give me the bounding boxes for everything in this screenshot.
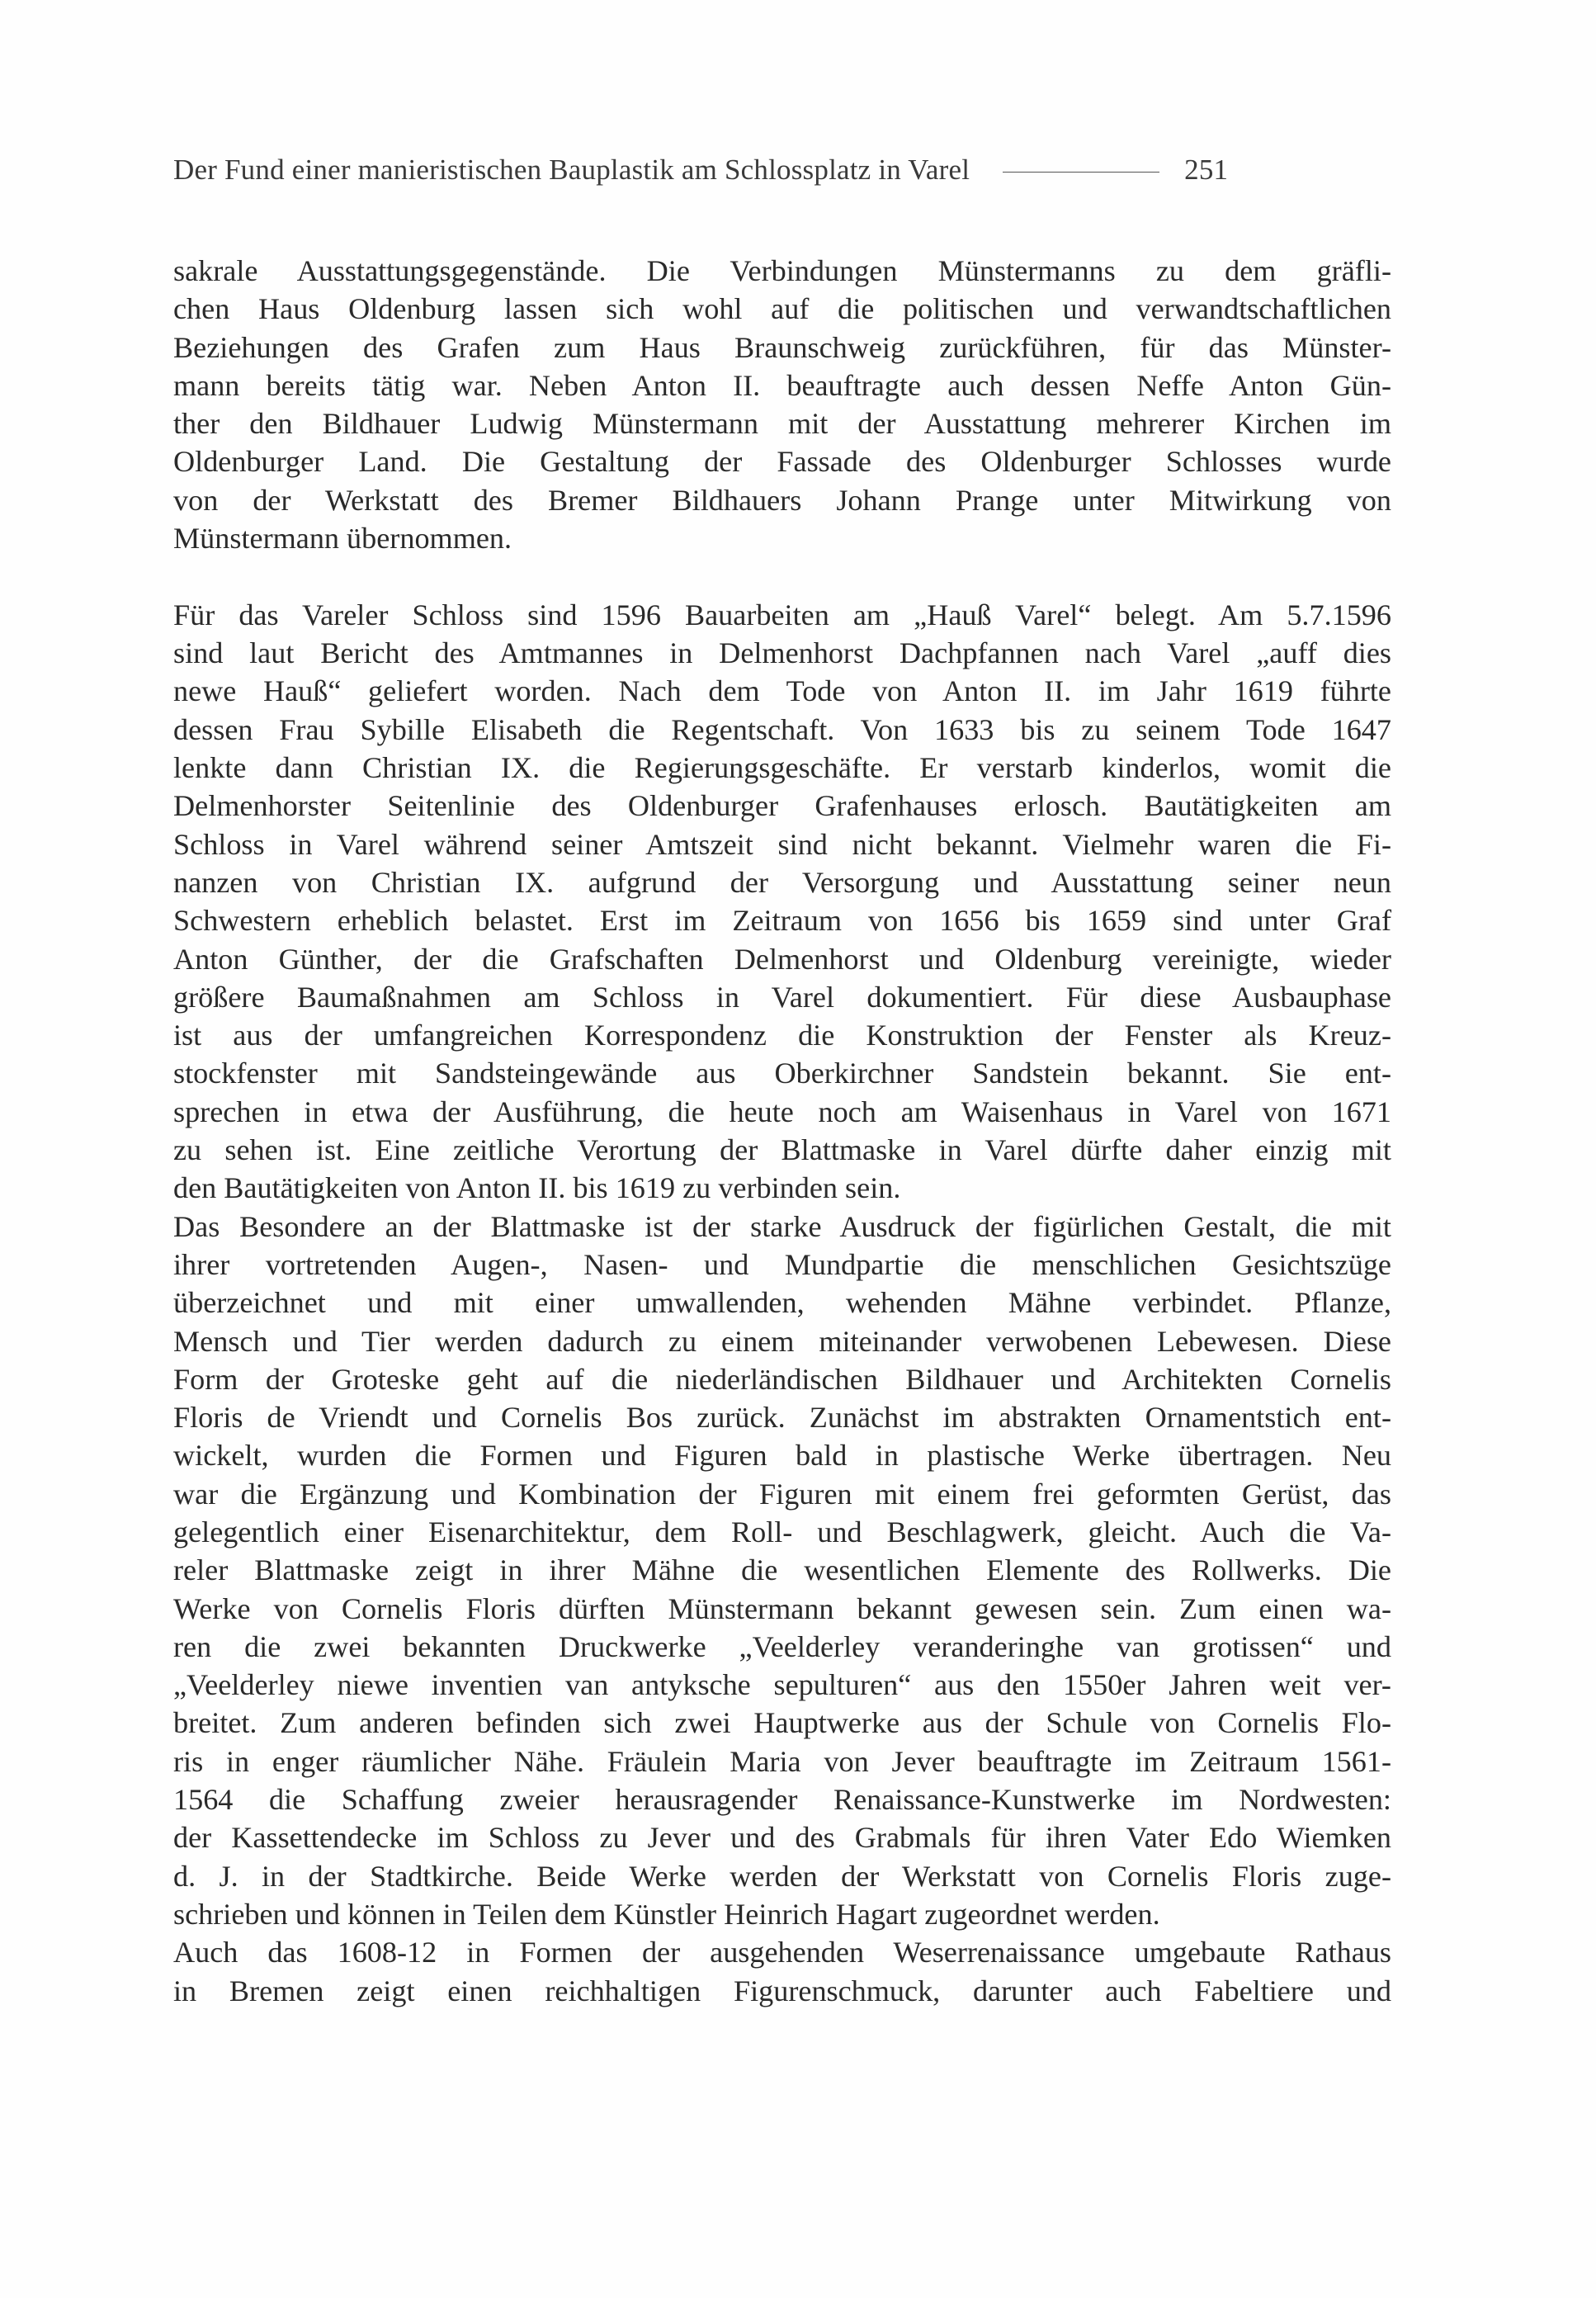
text-line: Mensch und Tier werden dadurch zu einem miteinander verwobenen Lebewesen. Diese	[173, 1324, 1391, 1358]
text-line: der Kassettendecke im Schloss zu Jever und des Grabmals für ihren Vater Edo Wiemken	[173, 1821, 1391, 1855]
page-number: 251	[1184, 154, 1229, 186]
text-line: Oldenburger Land. Die Gestaltung der Fassade des Oldenburger Schlosses wurde	[173, 445, 1391, 479]
text-line: von der Werkstatt des Bremer Bildhauers Johann Prange unter Mitwirkung von	[173, 483, 1391, 517]
text-line: sprechen in etwa der Ausführung, die heute noch am Waisenhaus in Varel von 1671	[173, 1095, 1391, 1128]
text-line: Münstermann übernommen.	[173, 522, 512, 556]
text-line: lenkte dann Christian IX. die Regierungsgeschäfte. Er verstarb kinderlos, womit die	[173, 751, 1391, 785]
text-line: „Veelderley niewe inventien van antyksche sepulturen“ aus den 1550er Jahren weit ver-	[173, 1668, 1391, 1702]
text-line: Das Besondere an der Blattmaske ist der starke Ausdruck der figürlichen Gestalt, die mit	[173, 1209, 1391, 1243]
text-line: gelegentlich einer Eisenarchitektur, dem Roll- und Beschlagwerk, gleicht. Auch die Va-	[173, 1515, 1391, 1549]
text-line: Form der Groteske geht auf die niederländischen Bildhauer und Architekten Cornelis	[173, 1362, 1391, 1396]
text-line: ther den Bildhauer Ludwig Münstermann mit der Ausstattung mehrerer Kirchen im	[173, 407, 1391, 441]
text-line: größere Baumaßnahmen am Schloss in Varel dokumentiert. Für diese Ausbauphase	[173, 980, 1391, 1014]
text-line: in Bremen zeigt einen reichhaltigen Figurenschmuck, darunter auch Fabeltiere und	[173, 1974, 1391, 2007]
header-rule	[1003, 172, 1159, 173]
text-line: newe Hauß“ geliefert worden. Nach dem Tode von Anton II. im Jahr 1619 führte	[173, 674, 1391, 708]
body-text	[173, 252, 1391, 2010]
text-line: Delmenhorster Seitenlinie des Oldenburger Grafenhauses erlosch. Bautätigkeiten am	[173, 789, 1391, 823]
text-line: 1564 die Schaffung zweier herausragender Renaissance-Kunstwerke im Nordwesten:	[173, 1783, 1391, 1817]
text-line: schrieben und können in Teilen dem Künstler Heinrich Hagart zugeordnet werden.	[173, 1897, 1160, 1931]
text-line: ren die zwei bekannten Druckwerke „Veelderley veranderinghe van grotissen“ und	[173, 1629, 1391, 1663]
paragraph-4	[173, 1933, 1391, 2010]
text-line: zu sehen ist. Eine zeitliche Verortung der Blattmaske in Varel dürfte daher einzig mit	[173, 1133, 1391, 1167]
text-line: Floris de Vriendt und Cornelis Bos zurück. Zunächst im abstrakten Ornamentstich ent-	[173, 1401, 1391, 1435]
text-line: mann bereits tätig war. Neben Anton II. beauftragte auch dessen Neffe Anton Gün-	[173, 368, 1391, 402]
text-line: dessen Frau Sybille Elisabeth die Regentschaft. Von 1633 bis zu seinem Tode 1647	[173, 712, 1391, 746]
text-line: ist aus der umfangreichen Korrespondenz die Konstruktion der Fenster als Kreuz-	[173, 1019, 1391, 1052]
text-line: Schwestern erheblich belastet. Erst im Zeitraum von 1656 bis 1659 sind unter Graf	[173, 904, 1391, 938]
paragraph-3	[173, 1208, 1391, 1934]
text-line: breitet. Zum anderen befinden sich zwei Hauptwerke aus der Schule von Cornelis Flo-	[173, 1706, 1391, 1740]
text-line: überzeichnet und mit einer umwallenden, wehenden Mähne verbindet. Pflanze,	[173, 1286, 1391, 1320]
paragraph-gap	[173, 557, 1391, 596]
text-line: chen Haus Oldenburg lassen sich wohl auf die politischen und verwandtschaftlichen	[173, 292, 1391, 326]
running-head	[173, 147, 1391, 193]
text-line: sind laut Bericht des Amtmannes in Delmenhorst Dachpfannen nach Varel „auff dies	[173, 636, 1391, 670]
text-line: d. J. in der Stadtkirche. Beide Werke werden der Werkstatt von Cornelis Floris zuge-	[173, 1859, 1391, 1893]
text-line: wickelt, wurden die Formen und Figuren bald in plastische Werke übertragen. Neu	[173, 1439, 1391, 1473]
text-line: Schloss in Varel während seiner Amtszeit sind nicht bekannt. Vielmehr waren die Fi-	[173, 827, 1391, 861]
text-line: sakrale Ausstattungsgegenstände. Die Verbindungen Münstermanns zu dem gräfli-	[173, 254, 1391, 287]
text-line: Beziehungen des Grafen zum Haus Braunschweig zurückführen, für das Münster-	[173, 330, 1391, 364]
text-line: ris in enger räumlicher Nähe. Fräulein Maria von Jever beauftragte im Zeitraum 1561-	[173, 1744, 1391, 1778]
text-line: reler Blattmaske zeigt in ihrer Mähne die wesentlichen Elemente des Rollwerks. Die	[173, 1553, 1391, 1587]
paragraph-1	[173, 252, 1391, 557]
text-line: Auch das 1608-12 in Formen der ausgehenden Weserrenaissance umgebaute Rathaus	[173, 1936, 1391, 1969]
text-line: ihrer vortretenden Augen-, Nasen- und Mundpartie die menschlichen Gesichtszüge	[173, 1247, 1391, 1281]
text-line: nanzen von Christian IX. aufgrund der Versorgung und Ausstattung seiner neun	[173, 865, 1391, 899]
text-line: stockfenster mit Sandsteingewände aus Oberkirchner Sandstein bekannt. Sie ent-	[173, 1057, 1391, 1090]
text-line: war die Ergänzung und Kombination der Figuren mit einem frei geformten Gerüst, das	[173, 1477, 1391, 1511]
running-title: Der Fund einer manieristischen Bauplastik am Schlossplatz in Varel	[173, 154, 970, 186]
text-line: Anton Günther, der die Grafschaften Delmenhorst und Oldenburg vereinigte, wieder	[173, 942, 1391, 976]
paragraph-2	[173, 596, 1391, 1208]
text-line: Werke von Cornelis Floris dürften Münstermann bekannt gewesen sein. Zum einen wa-	[173, 1591, 1391, 1625]
text-line: Für das Vareler Schloss sind 1596 Bauarbeiten am „Hauß Varel“ belegt. Am 5.7.1596	[173, 598, 1391, 631]
text-line: den Bautätigkeiten von Anton II. bis 1619 zu verbinden sein.	[173, 1171, 901, 1205]
